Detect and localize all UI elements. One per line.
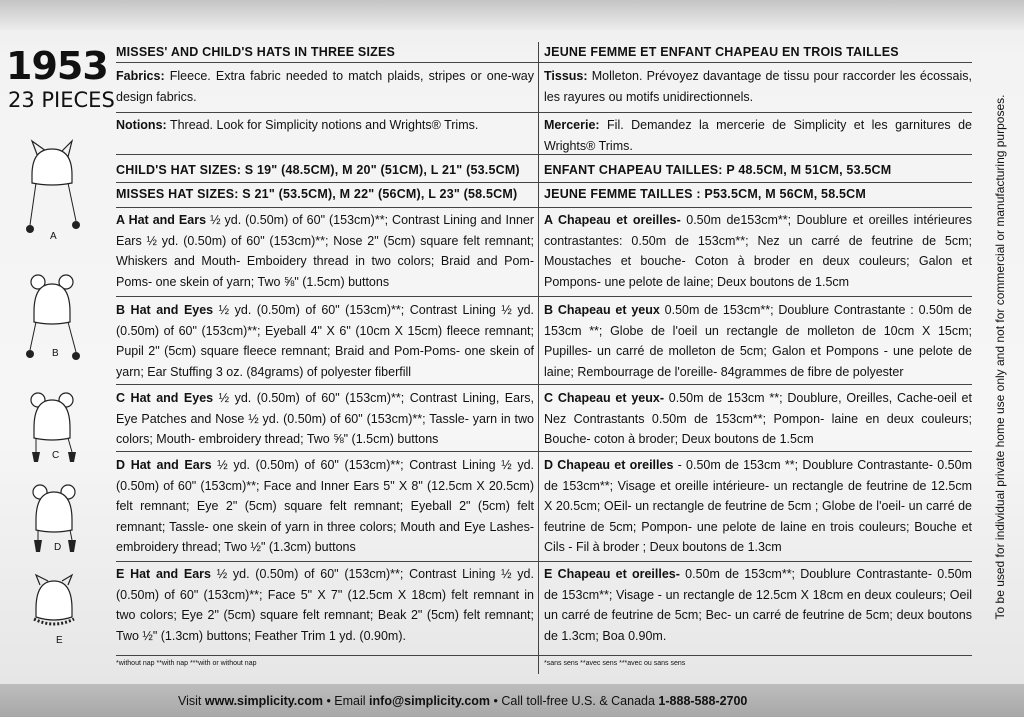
view-d-label: D	[54, 542, 62, 553]
en-view-c-text: ½ yd. (0.50m) of 60" (153cm)**; Contrast Lining, Ears, Eye Patches and Nose ½ yd. (0.50m) of 60" (153cm)**; Tassle- yarn in two colors; Mouth- embroidery thread; Two ⅝" (1.5cm) buttons	[116, 391, 534, 447]
top-shadow	[0, 0, 1024, 30]
divider	[116, 384, 972, 385]
view-c-label: C	[52, 450, 60, 461]
view-e-drawing	[10, 565, 110, 665]
fr-enfant-sizes: ENFANT CHAPEAU TAILLES: P 48.5CM, M 51CM, 53.5CM	[544, 163, 892, 177]
side-disclaimer-text: To be used for individual private home use only and not for commercial or manufacturing purposes.	[993, 94, 1007, 620]
footer-phone: 1-888-588-2700	[658, 694, 748, 708]
en-fabrics	[116, 66, 534, 107]
en-notions	[116, 115, 534, 136]
divider	[116, 182, 972, 183]
footer-contact	[178, 694, 747, 708]
divider	[116, 112, 972, 113]
fr-view-b	[544, 300, 972, 382]
fr-view-b-text: 0.50m de 153cm**; Doublure Contrastante : 0.50m de 153cm **; Globe de l'oeil un rectangle de molleton de 10cm X 15cm; Pupilles- un carré de molleton de 5cm; Galon et Pompons - une pelote de laine; Rembourrage de l'oreille- 84grammes de fibre de polyester	[544, 303, 973, 379]
column-divider	[538, 42, 539, 674]
fr-mercerie	[544, 115, 972, 156]
fr-mercerie-text: Fil. Demandez la mercerie de Simplicity et les garnitures de Wrights® Trims.	[544, 118, 972, 153]
fr-view-b-label: B Chapeau et yeux	[544, 303, 660, 317]
fr-view-a	[544, 210, 972, 292]
en-title: MISSES' AND CHILD'S HATS IN THREE SIZES	[116, 45, 396, 59]
pieces-count: 23 PIECES	[8, 88, 115, 112]
footer-visit: Visit	[178, 694, 202, 708]
en-view-a-label: A Hat and Ears	[116, 213, 207, 227]
pattern-number: 1953	[6, 44, 108, 88]
side-disclaimer	[990, 80, 1010, 640]
hat-a-icon	[10, 135, 110, 245]
divider	[116, 451, 972, 452]
fr-mercerie-label: Mercerie:	[544, 118, 600, 132]
fr-view-c-label: C Chapeau et yeux-	[544, 391, 664, 405]
view-b-label: B	[52, 348, 59, 359]
footer-email-link[interactable]: info@simplicity.com	[369, 694, 491, 708]
fr-view-e-text: 0.50m de 153cm**; Doublure Contrastante- 0.50m de 153cm**; Visage - un rectangle de 12.5cm X 18cm en deux couleurs; Oeil un carré de feutrine de 5cm; Bec- un carré de feutrine de 5cm; deux boutons de 1.3cm; Boa 0.90m.	[544, 567, 972, 643]
divider	[116, 561, 972, 562]
fr-view-c	[544, 388, 972, 450]
en-fabrics-label: Fabrics:	[116, 69, 165, 83]
view-e-label: E	[56, 635, 63, 646]
en-misses-sizes: MISSES HAT SIZES: S 21" (53.5CM), M 22" (56CM), L 23" (58.5CM)	[116, 187, 518, 201]
en-view-d	[116, 455, 534, 558]
view-a-label: A	[50, 231, 57, 242]
en-view-a	[116, 210, 534, 292]
view-c-drawing	[10, 390, 110, 490]
en-notions-label: Notions:	[116, 118, 167, 132]
view-drawings	[10, 135, 110, 655]
divider	[116, 207, 972, 208]
view-a-drawing	[10, 135, 110, 242]
en-child-sizes: CHILD'S HAT SIZES: S 19" (48.5CM), M 20" (51CM), L 21" (53.5CM)	[116, 163, 520, 177]
fr-tissus-label: Tissus:	[544, 69, 588, 83]
divider	[116, 655, 972, 656]
en-view-e-label: E Hat and Ears	[116, 567, 211, 581]
hat-e-icon	[10, 565, 110, 675]
fr-footnote: *sans sens **avec sens ***avec ou sans sens	[544, 660, 686, 667]
divider	[116, 296, 972, 297]
en-fabrics-text: Fleece. Extra fabric needed to match plaids, stripes or one-way design fabrics.	[116, 69, 534, 104]
en-notions-text: Thread. Look for Simplicity notions and Wrights® Trims.	[169, 118, 479, 132]
en-view-b-label: B Hat and Eyes	[116, 303, 214, 317]
fr-jeune-sizes: JEUNE FEMME TAILLES : P53.5CM, M 56CM, 58.5CM	[544, 187, 867, 201]
fr-tissus	[544, 66, 972, 107]
fr-title: JEUNE FEMME ET ENFANT CHAPEAU EN TROIS TAILLES	[544, 45, 899, 59]
fr-view-a-text: 0.50m de153cm**; Doublure et oreilles intérieures contrastantes: 0.50m de 153cm**; Nez un carré de feutrine de 5cm; Moustaches et bouche- Coton à broder en deux couleurs; Galon et Pompons- une pelote de laine; Deux boutons de 1.5cm	[544, 213, 973, 289]
en-view-e-text: ½ yd. (0.50m) of 60" (153cm)**; Contrast Lining ½ yd. (0.50m) of 60" (153cm)**; Face 5" X 7" (12.5cm X 18cm) felt remnant in two colors; Eye 2" (5cm) square felt remnant; Beak 2" (5cm) felt remnant; Two ½" (1.3cm) buttons; Feather Trim 1 yd. (0.90m).	[116, 567, 534, 643]
hat-b-icon	[10, 270, 110, 380]
footer-call: • Call toll-free U.S. & Canada	[493, 694, 655, 708]
fr-view-e	[544, 564, 972, 646]
en-view-d-label: D Hat and Ears	[116, 458, 212, 472]
fr-view-c-text: 0.50m de 153cm **; Doublure, Oreilles, Cache-oeil et Nez Contrastants 0.50m de 153cm**; Pompon- laine en deux couleurs; Bouche- coton à broder; Deux boutons de 1.5cm	[544, 391, 972, 447]
fr-view-d	[544, 455, 972, 558]
fr-view-d-text: - 0.50m de 153cm **; Doublure Contrastante- 0.50m de 153cm**; Visage et oreille intérieure- un rectangle de feutrine de 12.5cm X 20.5cm; OEil- un rectangle de feutrine de 5cm ; Globe de l'oeil- un carré de feutrine de 5cm; Pompon- une pelote de laine en trois couleurs; Bouche et Cils - Fil à broder ; Deux boutons de 1.3cm	[544, 458, 972, 555]
en-view-c	[116, 388, 534, 450]
fr-view-d-label: D Chapeau et oreilles	[544, 458, 674, 472]
en-view-c-label: C Hat and Eyes	[116, 391, 214, 405]
fr-view-a-label: A Chapeau et oreilles-	[544, 213, 681, 227]
fr-view-e-label: E Chapeau et oreilles-	[544, 567, 680, 581]
en-view-e	[116, 564, 534, 646]
footer-email-label: • Email	[326, 694, 366, 708]
fr-tissus-text: Molleton. Prévoyez davantage de tissu pour raccorder les écossais, les rayures ou motifs unidirectionnels.	[544, 69, 972, 104]
en-view-a-text: ½ yd. (0.50m) of 60" (153cm)**; Contrast Lining and Inner Ears ½ yd. (0.50m) of 60" (153cm)**; Nose 2" (5cm) square felt remnant; Whiskers and Mouth- Emboidery thread in two colors; Braid and Pom-Poms- one skein of yarn; Two ⅝" (1.5cm) buttons	[116, 213, 535, 289]
en-footnote: *without nap **with nap ***with or without nap	[116, 660, 257, 667]
en-view-b-text: ½ yd. (0.50m) of 60" (153cm)**; Contrast Lining ½ yd. (0.50m) of 60" (153cm)**; Eyeball 4" X 6" (10cm X 15cm) fleece remnant; Pupil 2" (5cm) square fleece remnant; Braid and Pom-Poms- one skein of yarn; Ear Stuffing 3 oz. (84grams) of polyester fiberfill	[116, 303, 534, 379]
footer-bar	[0, 684, 1024, 717]
en-view-b	[116, 300, 534, 382]
footer-website-link[interactable]: www.simplicity.com	[204, 694, 323, 708]
view-b-drawing	[10, 270, 110, 370]
en-view-d-text: ½ yd. (0.50m) of 60" (153cm)**; Contrast Lining ½ yd. (0.50m) of 60" (153cm)**; Face and Inner Ears 5" X 8" (12.5cm X 20.5cm) felt remnant; Eye 2" (5cm) square felt remnant; Eyeball 2" (5cm) felt remnant; Tassle- one skein of yarn in three colors; Mouth and Eye Lashes- embroidery thread; Two ½" (1.3cm) buttons	[116, 458, 534, 555]
